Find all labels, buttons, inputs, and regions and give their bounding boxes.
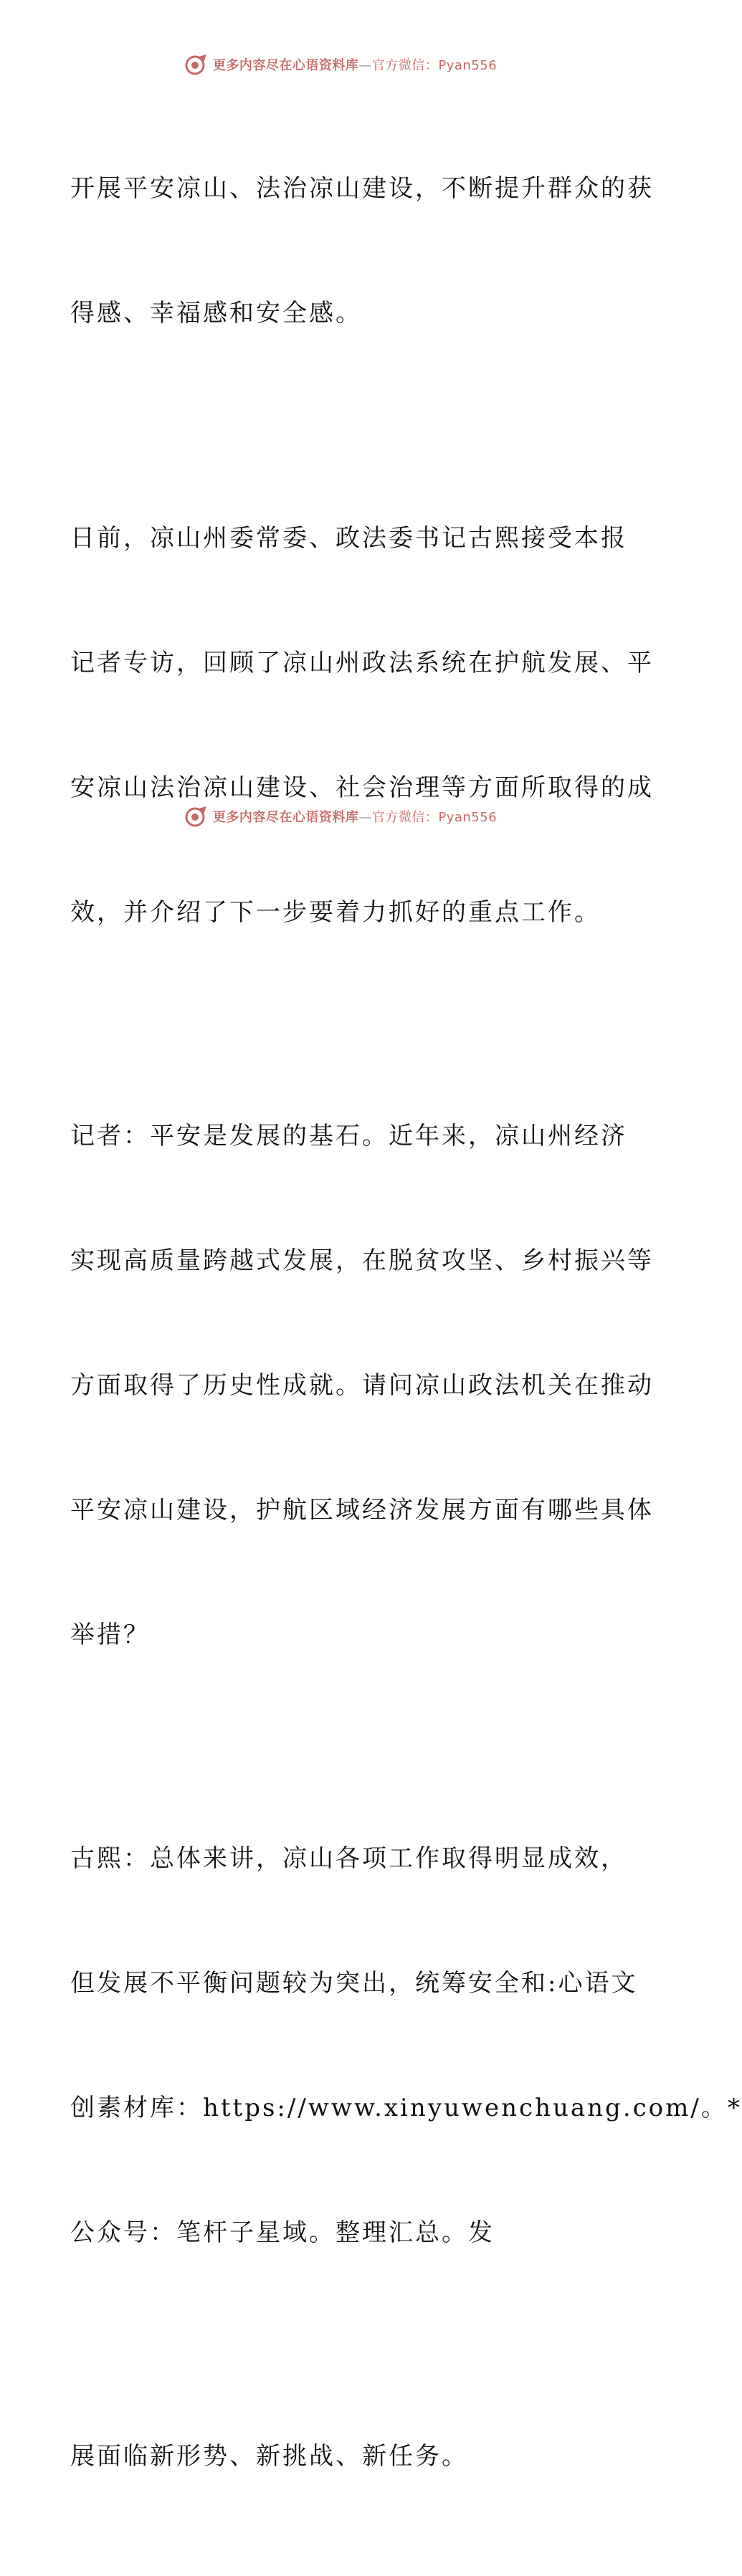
watermark-separator: — [358, 810, 372, 825]
paragraph [70, 85, 654, 417]
watermark-main: 更多内容尽在心语资料库 [212, 58, 359, 73]
pen-nib-logo-icon [184, 806, 209, 827]
watermark-text [213, 55, 497, 74]
text-line-with-link: 创素材库：https://www.xinyuwenchuang.com/。* [70, 2094, 742, 2122]
watermark-text [213, 807, 497, 826]
paragraph [70, 1032, 654, 1739]
text-line: 方面取得了历史性成就。请问凉山政法机关在推动 [70, 1371, 654, 1400]
text-line: 日前，凉山州委常委、政法委书记古熙接受本报 [70, 524, 627, 553]
watermark-wechat-id: Pyan556 [438, 58, 498, 73]
text-line: 记者专访，回顾了凉山州政法系统在护航发展、平 [70, 649, 654, 677]
watermark-main: 更多内容尽在心语资料库 [212, 810, 359, 825]
text-line: 古熙：总体来讲，凉山各项工作取得明显成效， [70, 1844, 627, 1873]
text-line: 但发展不平衡问题较为突出，统筹安全和:心语文 [70, 1969, 638, 1998]
text-line: 安凉山法治凉山建设、社会治理等方面所取得的成 [70, 773, 654, 802]
paragraph [70, 2352, 615, 2560]
pen-nib-logo-icon [184, 54, 209, 75]
text-line: 展面临新形势、新挑战、新任务。 [70, 2442, 468, 2471]
watermark-wechat-id: Pyan556 [438, 810, 498, 825]
footer-watermark [0, 803, 681, 829]
watermark-wechat-label: 官方微信： [371, 58, 439, 73]
text-line: 实现高质量跨越式发展，在脱贫攻坚、乡村振兴等 [70, 1246, 654, 1275]
text-line: 平安凉山建设，护航区域经济发展方面有哪些具体 [70, 1496, 654, 1525]
header-watermark [0, 52, 681, 77]
paragraph [70, 434, 654, 1016]
text-line: 得感、幸福感和安全感。 [70, 299, 362, 328]
text-line: 举措？ [70, 1621, 150, 1649]
text-line: 记者：平安是发展的基石。近年来，凉山州经济 [70, 1122, 627, 1150]
text-line: 开展平安凉山、法治凉山建设，不断提升群众的获 [70, 174, 654, 203]
text-line: 效，并介绍了下一步要着力抓好的重点工作。 [70, 898, 601, 927]
watermark-wechat-label: 官方微信： [371, 810, 439, 825]
watermark-separator: — [358, 58, 372, 73]
paragraph [70, 1755, 742, 2337]
text-line: 公众号：笔杆子星域。整理汇总。发 [70, 2218, 495, 2247]
document-body [70, 85, 742, 2576]
